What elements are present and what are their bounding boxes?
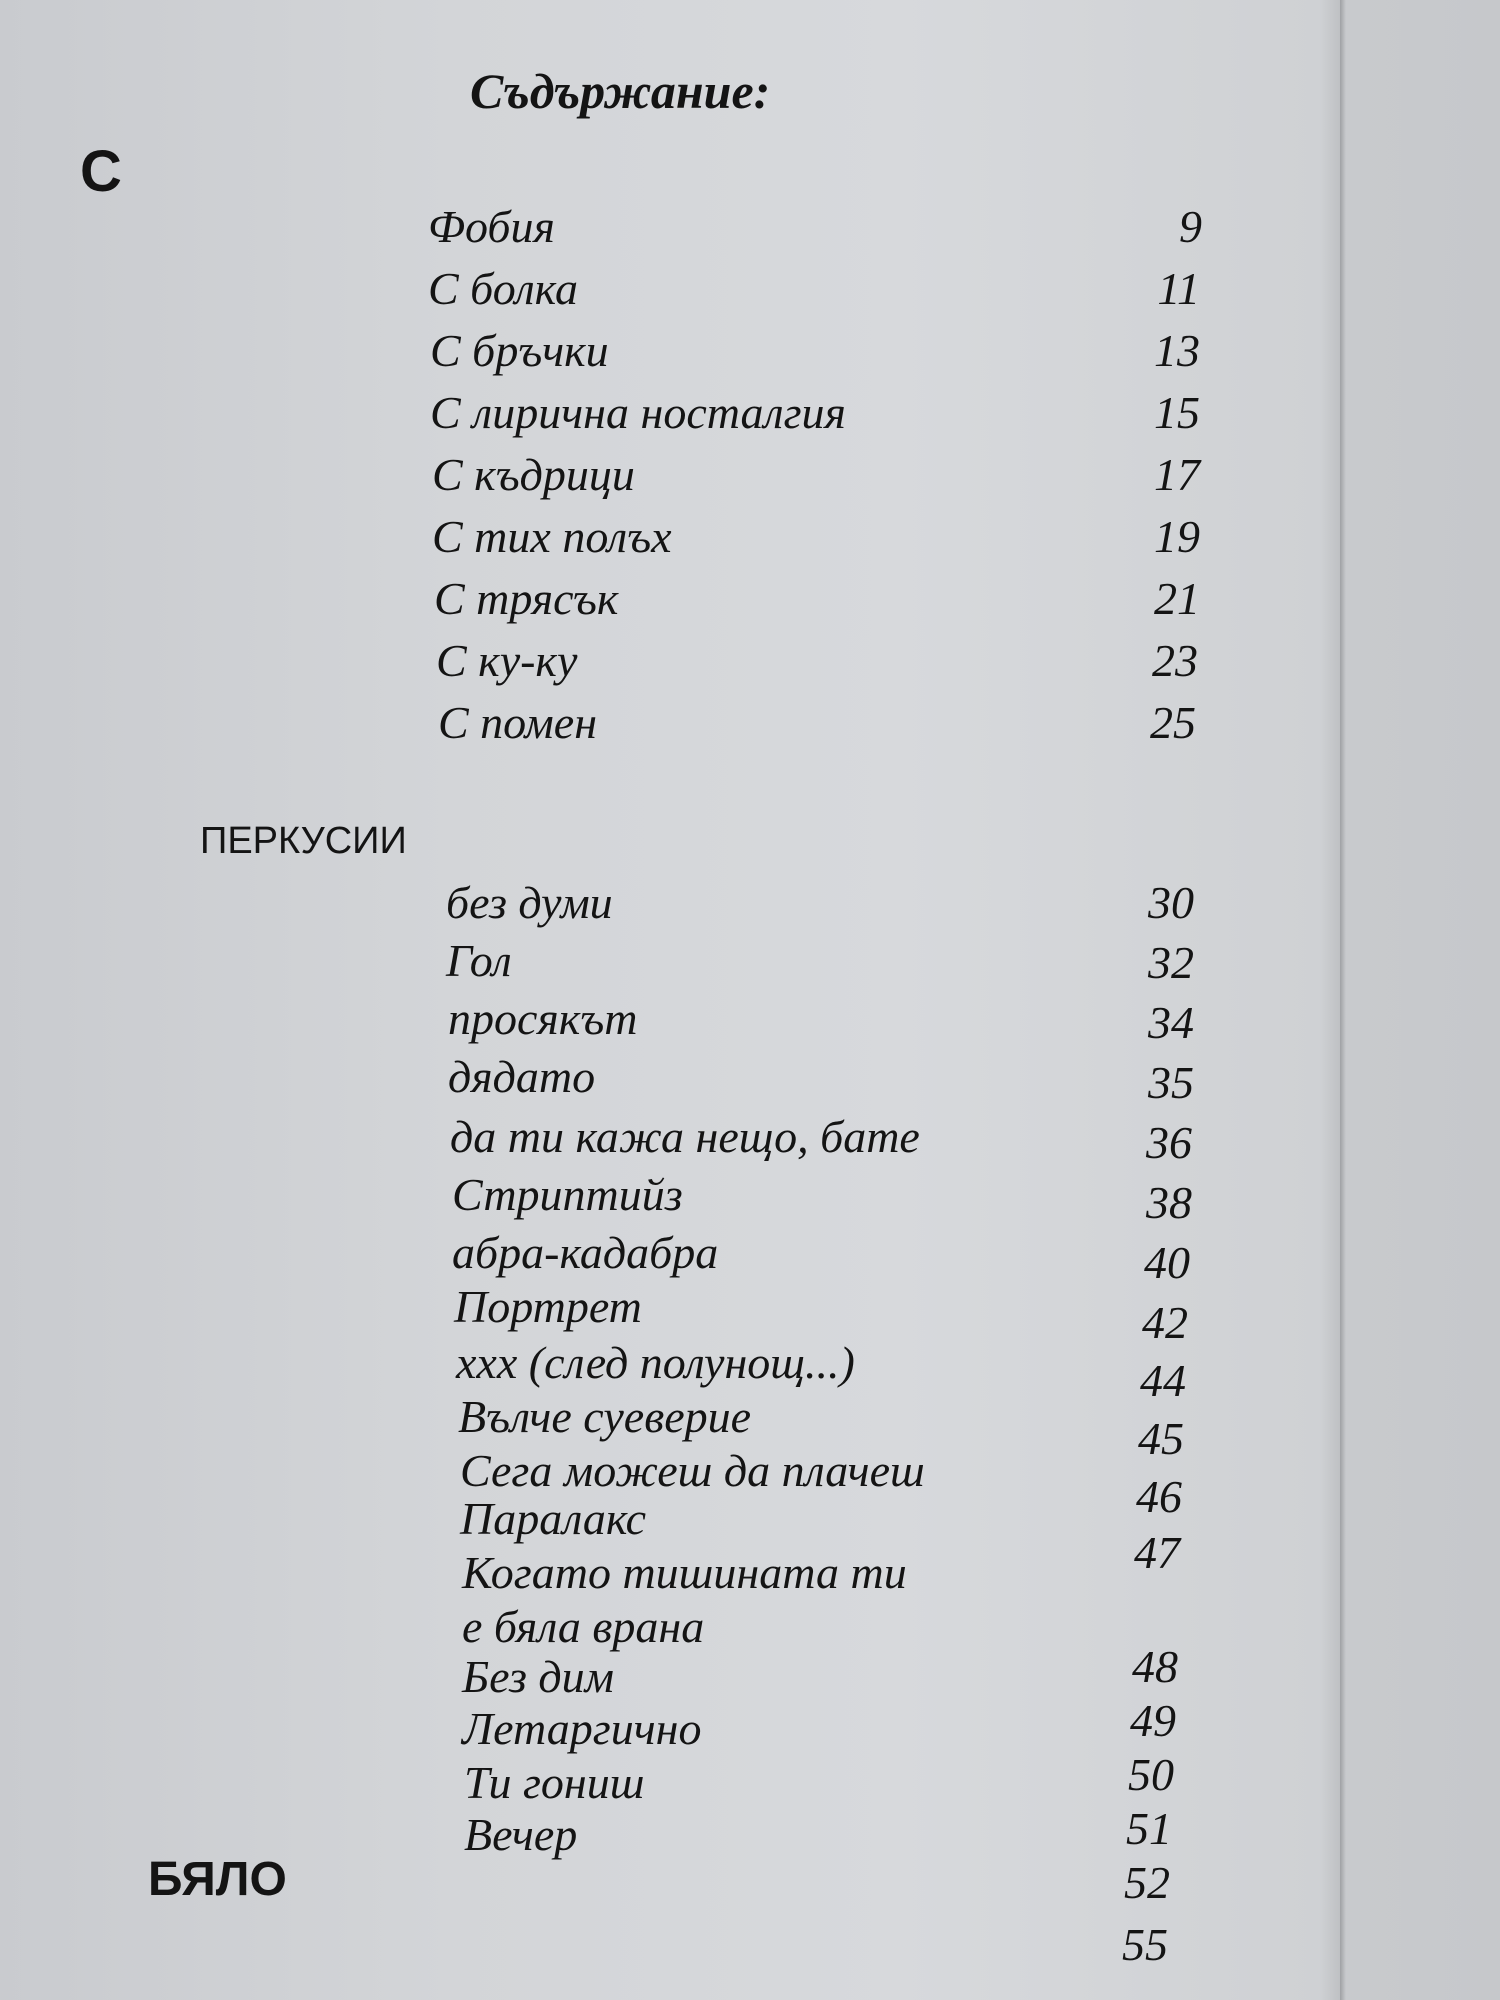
toc-entry-page: 45 [1138, 1413, 1184, 1464]
section-heading-s: С [80, 139, 122, 204]
toc-entry-title: просякът [448, 993, 638, 1044]
toc-entry-title: С лирична носталгия [430, 387, 846, 438]
toc-entry-page: 42 [1142, 1297, 1188, 1348]
toc-entry-page: 55 [1122, 1919, 1168, 1970]
toc-entry-page: 9 [1179, 201, 1202, 252]
toc-entry-page: 30 [1148, 877, 1194, 928]
toc-entry-page: 35 [1148, 1057, 1194, 1108]
toc-entry-title: без думи [446, 877, 613, 928]
toc-entry-page: 50 [1128, 1749, 1174, 1800]
toc-entry-page: 15 [1154, 387, 1200, 438]
toc-entry-page: 49 [1130, 1695, 1176, 1746]
page-edge [1340, 0, 1500, 2000]
toc-entry-title: да ти кажа нещо, бате [450, 1111, 920, 1162]
page-title: Съдържание: [470, 63, 771, 119]
toc-entry-page: 52 [1124, 1857, 1170, 1908]
toc-entry-title: С къдрици [432, 449, 635, 500]
toc-entry-title: Фобия [428, 201, 555, 252]
toc-entry-page: 38 [1146, 1177, 1192, 1228]
toc-entry-page: 13 [1154, 325, 1200, 376]
toc-entry-title: Когато тишината ти [462, 1547, 907, 1598]
toc-entry-title: Паралакс [460, 1493, 647, 1544]
toc-entry-title: Летаргично [462, 1703, 702, 1754]
toc-entry-page: 36 [1146, 1117, 1192, 1168]
toc-entry-title: С тих полъх [432, 511, 672, 562]
toc-entry-page: 17 [1154, 449, 1200, 500]
section-heading-byalo: БЯЛО [148, 1853, 287, 1906]
toc-entry-title: С бръчки [430, 325, 609, 376]
toc-entry-page: 48 [1132, 1641, 1178, 1692]
toc-entry-page: 51 [1126, 1803, 1172, 1854]
toc-entry-page: 47 [1134, 1527, 1180, 1578]
toc-entry-page: 44 [1140, 1355, 1186, 1406]
section-heading-perkusii: ПЕРКУСИИ [200, 820, 407, 862]
toc-entry-title: Портрет [454, 1281, 642, 1332]
toc-entry-page: 21 [1154, 573, 1200, 624]
toc-entry-title: Вълче суеверие [458, 1391, 752, 1442]
toc-entry-title: Стриптийз [452, 1169, 683, 1220]
toc-entry-title: Ти гониш [464, 1757, 645, 1808]
toc-entry-title: Сега можеш да плачеш [460, 1445, 925, 1496]
toc-entry-title: С трясък [434, 573, 619, 624]
toc-entry-page: 32 [1148, 937, 1194, 988]
toc-entry-title: Без дим [462, 1651, 615, 1702]
toc-entry-title: абра-кадабра [452, 1227, 719, 1278]
toc-entry-title: С ку-ку [436, 635, 578, 686]
toc-entry-page: 19 [1154, 511, 1200, 562]
toc-entry-page: 23 [1152, 635, 1198, 686]
toc-entry-title: Вечер [464, 1809, 578, 1860]
toc-entry-page: 40 [1144, 1237, 1190, 1288]
toc-entry-page: 25 [1150, 697, 1196, 748]
toc-entry-title: дядато [448, 1051, 596, 1102]
toc-entry-title: ххх (след полунощ...) [456, 1337, 855, 1388]
toc-entry-title: Гол [446, 935, 512, 986]
toc-entry-page: 46 [1136, 1471, 1182, 1522]
toc-entry-title: С помен [438, 697, 598, 748]
toc-entry-page: 11 [1157, 263, 1200, 314]
toc-entry-page: 34 [1148, 997, 1194, 1048]
toc-entry-title: С болка [428, 263, 578, 314]
toc-entry-title: е бяла врана [462, 1601, 705, 1652]
